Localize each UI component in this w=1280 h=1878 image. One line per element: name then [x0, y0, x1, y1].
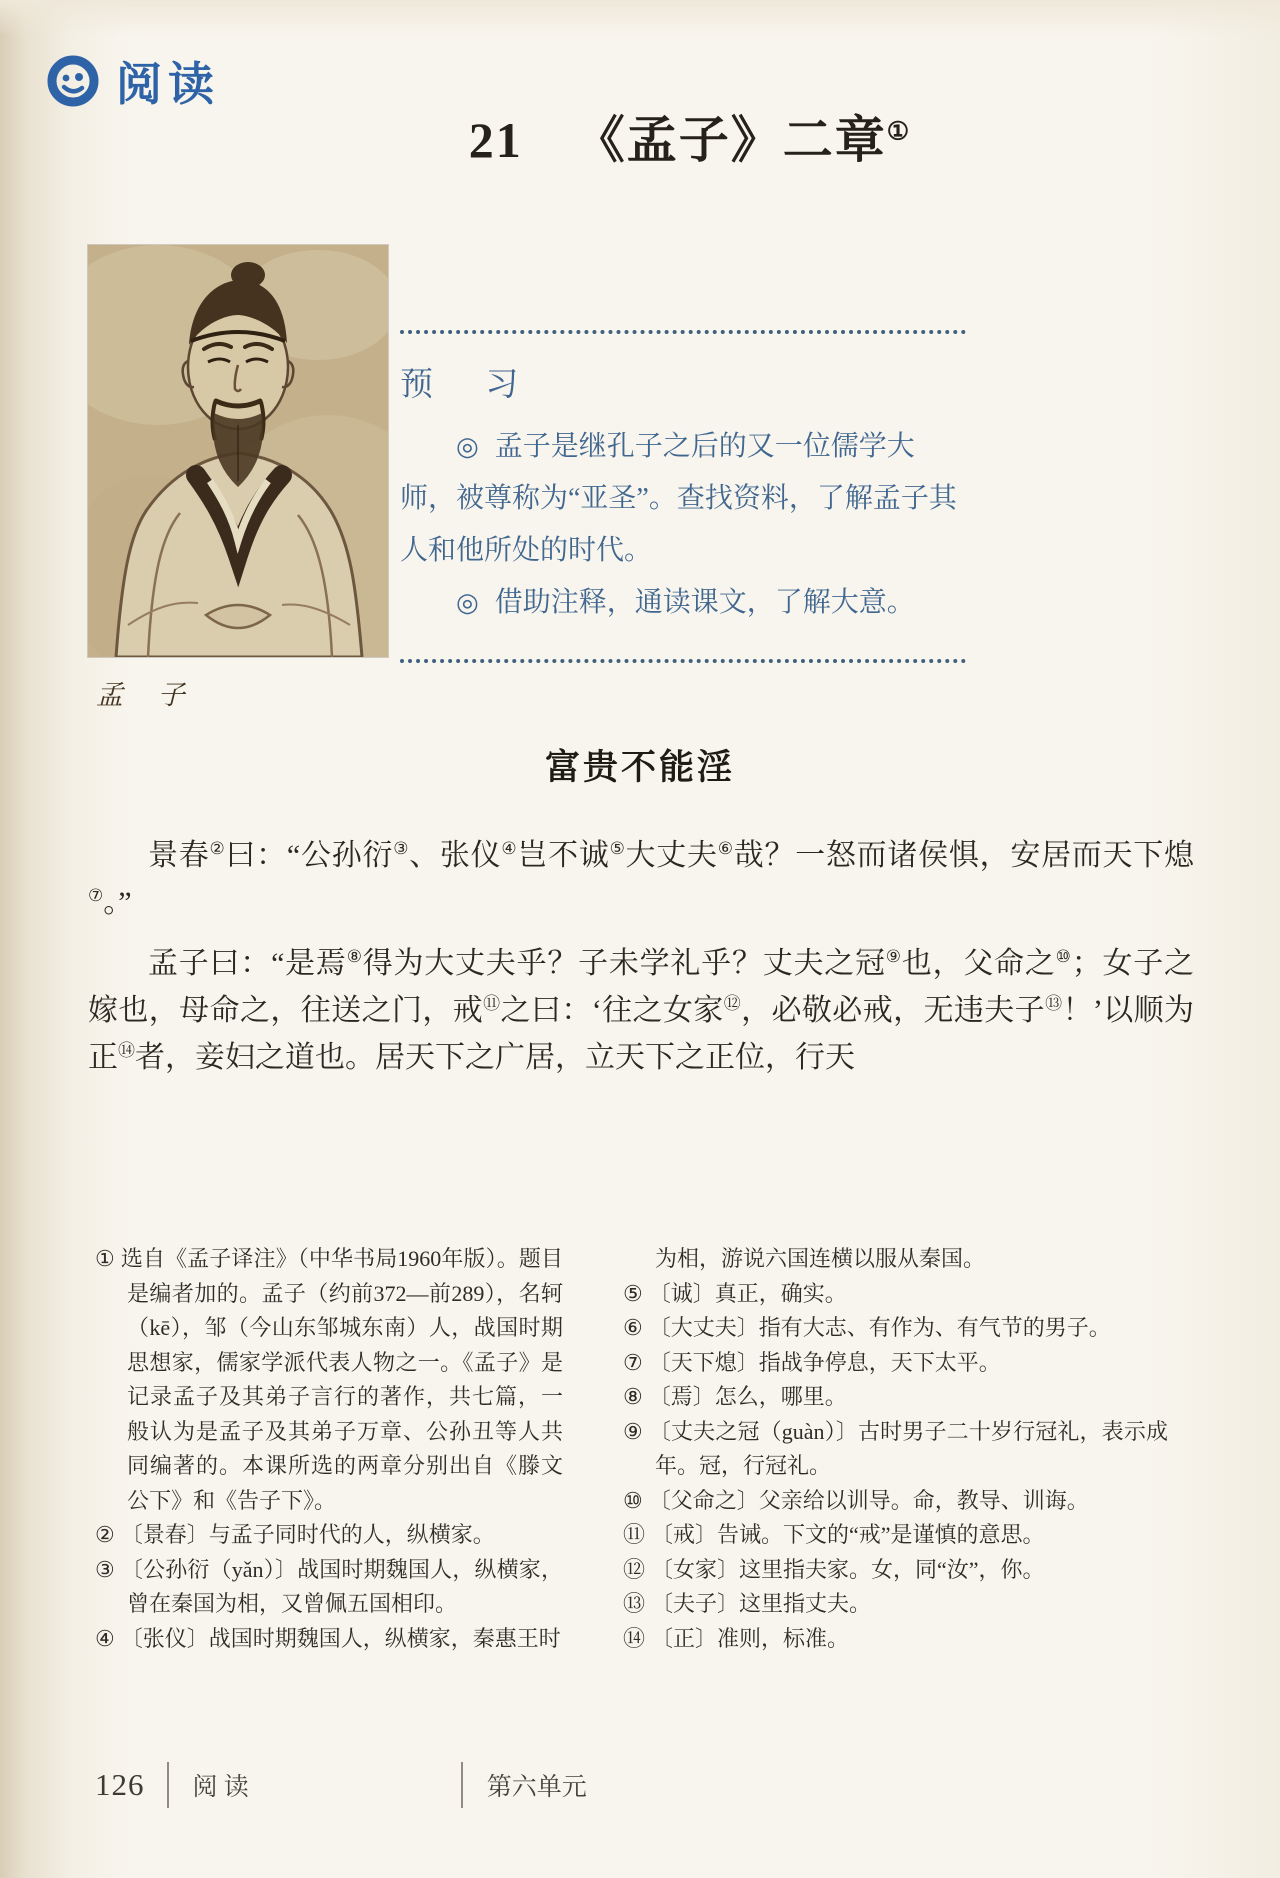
footnote-marker: ⑭ [623, 1625, 646, 1651]
footer-divider [167, 1762, 169, 1808]
page-title [0, 100, 1280, 172]
footnote-text: 〔女家〕这里指夫家。女，同“汝”，你。 [651, 1556, 1045, 1582]
footnote-item [623, 1518, 1168, 1553]
footnote-marker: ① [95, 1246, 115, 1271]
footnote-marker: ⑥ [623, 1315, 643, 1340]
footnote-ref: ⑫ [723, 994, 742, 1013]
footnotes-left-column [95, 1242, 563, 1656]
footnote-text: 〔大丈夫〕指有大志、有作为、有气节的男子。 [648, 1315, 1111, 1340]
preview-heading: 预 习 [400, 367, 541, 403]
footnote-text: 〔夫子〕这里指丈夫。 [651, 1591, 872, 1616]
footnote-item [623, 1380, 1168, 1415]
footnote-ref: ③ [393, 839, 410, 858]
footnote-item [95, 1242, 563, 1518]
footnote-item [623, 1622, 1168, 1657]
page-footer [95, 1762, 587, 1808]
footnote-text: 〔正〕准则，标准。 [651, 1625, 850, 1651]
footnote-ref: ⑪ [483, 994, 501, 1013]
footnotes-right-column [623, 1242, 1168, 1656]
footnote-item [95, 1622, 563, 1657]
footnote-marker: ⑨ [623, 1418, 643, 1444]
footnote-ref: ⑧ [346, 947, 363, 966]
footnote-text: 〔焉〕怎么，哪里。 [648, 1384, 847, 1409]
footnote-item [623, 1277, 1168, 1312]
lesson-number: 21 [468, 112, 523, 168]
footnote-text: 选自《孟子译注》（中华书局1960年版）。题目是编者加的。孟子（约前372—前289），名轲（kē），邹（今山东邹城东南）人，战国时期思想家，儒家学派代表人物之一。《孟子》是记录孟子及其弟子言行的著作，共七篇，一般认为是孟子及其弟子万章、公孙丑等人共同编著的。本课所选的两章分别出自《滕文公下》和《告子下》。 [120, 1246, 563, 1513]
footer-section-label: 阅 读 [192, 1774, 249, 1801]
preview-box [400, 330, 966, 663]
footer-unit-label: 第六单元 [486, 1774, 587, 1801]
footnote-marker: ⑬ [623, 1591, 646, 1616]
preview-items [400, 421, 966, 629]
footnote-ref: ⑥ [717, 839, 734, 858]
footnote-ref: ④ [501, 839, 518, 858]
footnote-text: 〔景春〕与孟子同时代的人，纵横家。 [120, 1522, 495, 1547]
footnote-marker: ⑫ [623, 1556, 646, 1582]
page-number: 126 [95, 1767, 145, 1802]
preview-item: ◎ 借助注释，通读课文，了解大意。 [456, 587, 915, 618]
chapter-heading: 富贵不能淫 [544, 748, 735, 787]
footnotes [95, 1242, 1168, 1656]
section-label: 阅读 [116, 58, 220, 110]
footnote-text: 〔父命之〕父亲给以训导。命，教导、训诲。 [648, 1487, 1089, 1513]
footnote-item [95, 1518, 563, 1553]
footnote-text: 〔丈夫之冠（guàn）〕古时男子二十岁行冠礼，表示成年。冠，行冠礼。 [648, 1418, 1168, 1478]
footnote-item [623, 1415, 1168, 1484]
mencius-portrait-image [88, 245, 388, 657]
footnote-item [95, 1553, 563, 1622]
footnote-text: 为相，游说六国连横以服从秦国。 [655, 1246, 986, 1271]
footnote-item [623, 1484, 1168, 1519]
footnote-ref: ⑤ [609, 839, 626, 858]
footnote-ref: ⑬ [1045, 994, 1063, 1013]
footnote-ref: ⑨ [885, 947, 902, 966]
footnote-item [623, 1553, 1168, 1588]
footnote-ref: ⑭ [118, 1041, 135, 1060]
preview-item: ◎ 孟子是继孔子之后的又一位儒学大师，被尊称为“亚圣”。查找资料，了解孟子其人和他所处的时代。 [400, 431, 957, 566]
footnote-ref: ⑩ [1055, 947, 1072, 966]
lesson-title-text: 《孟子》二章 [574, 112, 887, 168]
footnote-text: 〔张仪〕战国时期魏国人，纵横家，秦惠王时 [120, 1625, 561, 1651]
bullet-icon: ◎ [456, 588, 479, 617]
footer-divider [461, 1762, 463, 1808]
footnote-ref: ② [209, 839, 226, 858]
title-footnote-ref: ① [886, 118, 912, 146]
footnote-marker: ⑧ [623, 1384, 643, 1409]
footnote-marker: ② [95, 1522, 115, 1547]
footnote-item [623, 1242, 1168, 1277]
footnote-marker: ⑤ [623, 1280, 643, 1306]
footnote-marker: ③ [95, 1556, 115, 1582]
footnote-marker: ④ [95, 1625, 115, 1651]
footnote-marker: ⑪ [623, 1522, 646, 1547]
lesson-text [88, 832, 1194, 1095]
bullet-icon: ◎ [456, 432, 479, 461]
footnote-text: 〔天下熄〕指战争停息，天下太平。 [648, 1349, 1001, 1375]
footnote-ref: ⑦ [88, 886, 104, 905]
footnote-text: 〔诚〕真正，确实。 [648, 1280, 847, 1306]
footnote-text: 〔公孙衍（yǎn）〕战国时期魏国人，纵横家，曾在秦国为相，又曾佩五国相印。 [120, 1556, 563, 1616]
body-paragraph: 孟子曰：“是焉⑧得为大丈夫乎？子未学礼乎？丈夫之冠⑨也，父命之⑩；女子之嫁也，母命之，往送之门，戒⑪之曰：‘往之女家⑫，必敬必戒，无违夫子⑬！’以顺为正⑭者，妾妇之道也。居天下之广居，立天下之正位，行天 [88, 947, 1195, 1074]
footnote-item [623, 1346, 1168, 1381]
footnote-marker: ⑦ [623, 1349, 643, 1375]
footnote-item [623, 1587, 1168, 1622]
footnote-item [623, 1311, 1168, 1346]
mencius-portrait [88, 245, 388, 712]
footnote-marker: ⑩ [623, 1487, 643, 1513]
body-paragraph: 景春②曰：“公孙衍③、张仪④岂不诚⑤大丈夫⑥哉？一怒而诸侯惧，安居而天下熄⑦。” [88, 839, 1195, 919]
footnote-text: 〔戒〕告诫。下文的“戒”是谨慎的意思。 [651, 1522, 1045, 1547]
portrait-caption: 孟 子 [96, 680, 199, 710]
